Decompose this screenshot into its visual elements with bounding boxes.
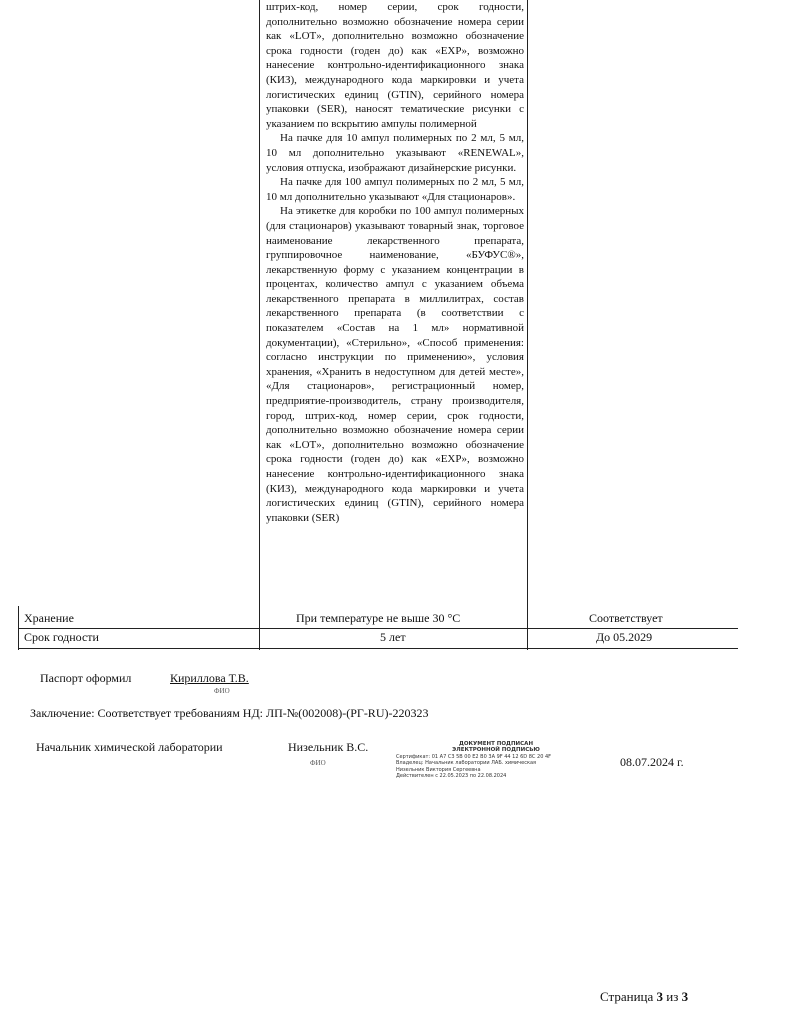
- esign-line-1: Сертификат: 01 A7 C3 5B 00 E2 B0 3A 9F 44 12 6D 8C 20 4F: [396, 753, 552, 760]
- page-number: [600, 989, 688, 1005]
- page-prefix: Страница: [600, 989, 657, 1004]
- requirements-paragraph: На этикетке для коробки по 100 ампул полимерных (для стационаров) указывают товарный знак, торговое наименование лекарственного препарата, группировочное наименование, «БУФУС®», лекарственную форму с указанием концентрации в процентах, количество ампул с указанием объема лекарственного препарата в миллилитрах, состав лекарственного препарата (в соответствии с показателем «Состав на 1 мл» нормативной документации), «Стерильно», «Способ применения: согласно инструкции по применению», условия хранения, «Хранить в недоступном для детей месте», «Для стационаров», регистрационный номер, предприятие-производитель, страну производителя, город, штрих-код, номер серии, срок годности, дополнительно возможно обозначение номера серии как «LOT», дополнительно возможно обозначение срока годности (годен до) как «EXP», возможно нанесение контрольно-идентификационного знака (КИЗ), международного кода маркировки и учета логистических единиц (GTIN), серийного номера упаковки (SER): [266, 205, 524, 524]
- row-storage-name: Хранение: [24, 611, 74, 625]
- page-middle: из: [663, 989, 682, 1004]
- esign-title-2: ЭЛЕКТРОННОЙ ПОДПИСЬЮ: [452, 747, 540, 754]
- head-label: Начальник химической лаборатории: [36, 740, 223, 754]
- esign-line-4: Действителен с 22.05.2023 по 22.08.2024: [396, 773, 507, 780]
- row-shelf-life-requirement: 5 лет: [380, 630, 406, 644]
- passport-fio-caption: ФИО: [214, 687, 230, 695]
- row-shelf-life-name: Срок годности: [24, 630, 99, 644]
- passport-label: Паспорт оформил: [40, 671, 132, 685]
- table-rule-col1: [259, 0, 260, 650]
- head-name: Низельник В.С.: [288, 740, 369, 754]
- head-fio-caption: ФИО: [310, 759, 326, 767]
- page-total: 3: [681, 989, 689, 1004]
- electronic-signature-stamp: [396, 741, 596, 779]
- esign-line-3: Низельник Виктория Сергеевна: [396, 766, 481, 773]
- table-rule-row1: [18, 628, 738, 629]
- table-rule-row2: [18, 648, 738, 649]
- signature-date: 08.07.2024 г.: [620, 755, 684, 769]
- passport-name: Кириллова Т.В.: [170, 671, 249, 685]
- page-current: 3: [656, 989, 664, 1004]
- esign-line-2: Владелец: Начальник лаборатории ЛАБ. химическая: [396, 760, 537, 767]
- conclusion: Заключение: Соответствует требованиям НД: ЛП-№(002008)-(РГ-RU)-220323: [30, 706, 429, 720]
- row-storage-result: Соответствует: [589, 611, 663, 625]
- row-storage-requirement: При температуре не выше 30 °С: [296, 611, 461, 625]
- requirements-paragraph: На пачке для 100 ампул полимерных по 2 мл, 5 мл, 10 мл дополнительно указывают «Для стационаров».: [266, 176, 524, 203]
- requirements-paragraph: На пачке для 10 ампул полимерных по 2 мл, 5 мл, 10 мл дополнительно указывают «RENEWAL», условия отпуска, изображают дизайнерские рисунки.: [266, 132, 524, 174]
- requirements-paragraph: штрих-код, номер серии, срок годности, дополнительно возможно обозначение номера серии как «LOT», дополнительно возможно обозначение срока годности (годен до) как «EXP», возможно нанесение контрольно-идентификационного знака (КИЗ), международного кода маркировки и учета логистических единиц (GTIN), серийного номера упаковки (SER), наносят тематические рисунки с указанием по вскрытию ампулы полимерной: [266, 1, 524, 130]
- esign-title-1: ДОКУМЕНТ ПОДПИСАН: [458, 741, 534, 747]
- table-rule-col2: [527, 0, 528, 650]
- requirements-text: [266, 0, 524, 525]
- row-shelf-life-result: До 05.2029: [596, 630, 653, 644]
